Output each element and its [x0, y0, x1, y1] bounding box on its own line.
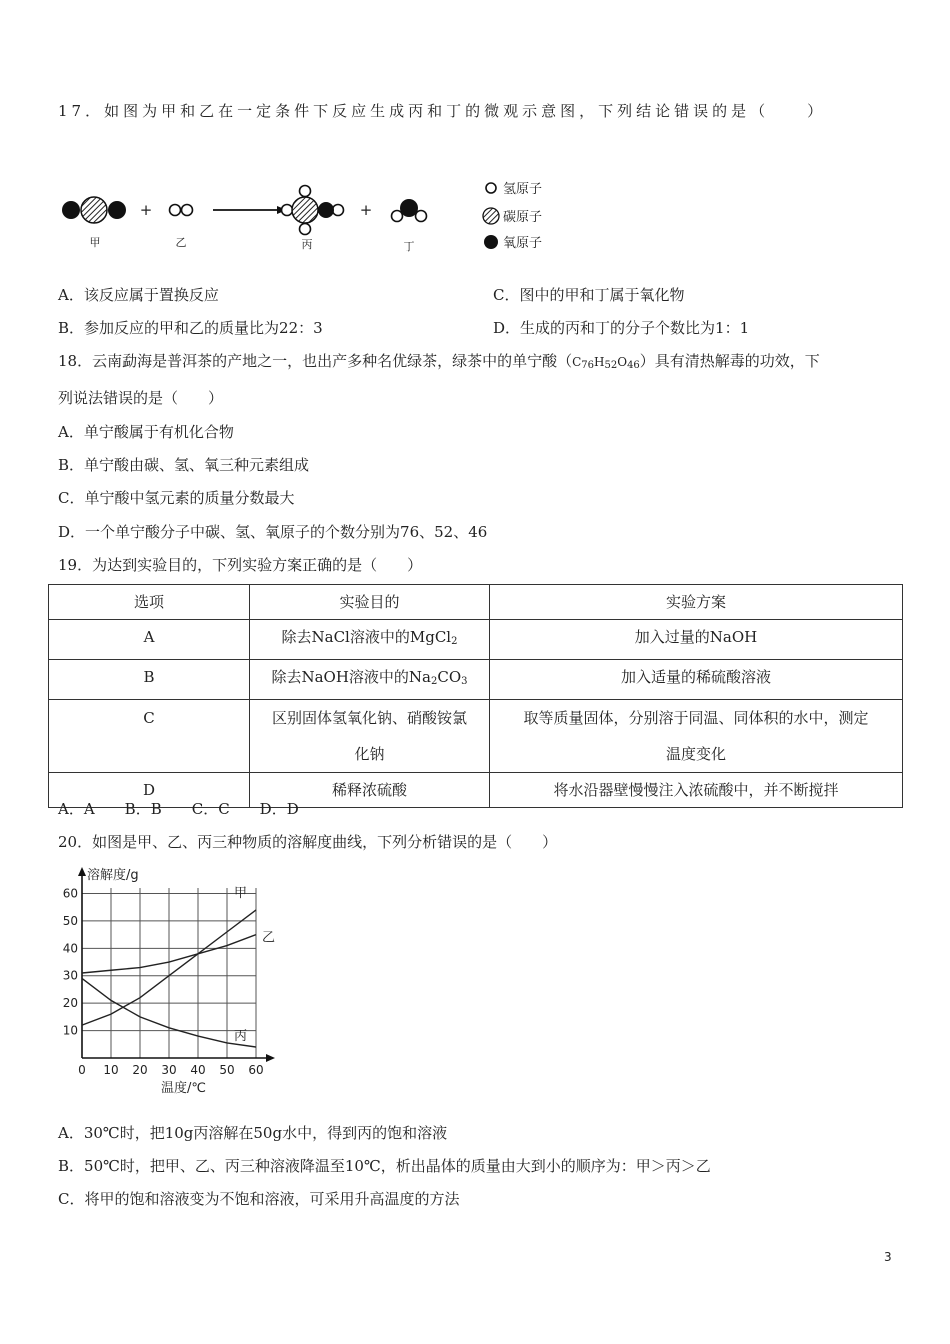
molecule-bing [282, 186, 344, 235]
y-axis-arrow-icon [78, 867, 86, 876]
legend-hydrogen-icon [486, 183, 496, 193]
q20-stem: 20．如图是甲、乙、丙三种物质的溶解度曲线，下列分析错误的是（ ） [58, 833, 558, 851]
legend-oxygen-icon [484, 235, 498, 249]
row-c-goal: 区别固体氢氧化钠、硝酸铵氯 化钠 [250, 700, 490, 773]
row-a-goal: 除去NaCl溶液中的MgCl$_2$ [250, 620, 490, 660]
page-number: 3 [884, 1250, 892, 1264]
q17-option-b: B．参加反应的甲和乙的质量比为22：3 [58, 319, 323, 337]
row-d-option: D [49, 773, 250, 808]
row-b-option: B [49, 660, 250, 700]
q19-stem: 19．为达到实验目的，下列实验方案正确的是（ ） [58, 556, 423, 574]
q18-option-c: C．单宁酸中氢元素的质量分数最大 [58, 489, 295, 507]
x-tick-label: 40 [190, 1063, 206, 1077]
y-axis-label: 溶解度/g [87, 868, 139, 883]
x-tick-label: 60 [248, 1063, 264, 1077]
x-tick-label: 20 [132, 1063, 148, 1077]
header-plan: 实验方案 [490, 585, 903, 620]
plus-1: + [139, 201, 153, 219]
header-option: 选项 [49, 585, 250, 620]
x-tick-label: 0 [78, 1063, 86, 1077]
q18-stem-line1: 18．云南勐海是普洱茶的产地之一，也出产多种名优绿茶，绿茶中的单宁酸$(C_{76}H_{52}O_{46})$具有清热解毒的功效，下 [58, 352, 820, 371]
q20-option-a: A．30℃时，把10g丙溶解在50g水中，得到丙的饱和溶液 [58, 1124, 448, 1142]
label-jia: 甲 [89, 236, 101, 249]
q17-stem: 17．如图为甲和乙在一定条件下反应生成丙和丁的微观示意图，下列结论错误的是（ ） [58, 102, 827, 120]
label-yi: 乙 [175, 236, 187, 249]
y-tick-label: 10 [62, 1023, 78, 1038]
x-tick-label: 50 [219, 1063, 235, 1077]
x-tick-label: 30 [161, 1063, 177, 1077]
y-tick-label: 50 [62, 913, 78, 928]
legend-carbon-label: 碳原子 [503, 210, 543, 225]
reaction-diagram [55, 170, 575, 260]
series-label-乙: 乙 [262, 930, 276, 946]
header-goal: 实验目的 [250, 585, 490, 620]
q18-option-a: A．单宁酸属于有机化合物 [58, 423, 234, 441]
y-tick-label: 60 [62, 886, 78, 901]
molecule-ding [392, 199, 427, 222]
table-row [49, 620, 903, 660]
tannic-acid-formula: $C_{76}H_{52}O_{46}$ [572, 355, 640, 371]
label-ding: 丁 [403, 240, 415, 253]
series-label-甲: 甲 [234, 885, 248, 901]
q17-option-d: D．生成的丙和丁的分子个数比为1：1 [493, 319, 750, 337]
q20-option-b: B．50℃时，把甲、乙、丙三种溶液降温至10℃，析出晶体的质量由大到小的顺序为：甲＞丙＞乙 [58, 1157, 711, 1175]
row-c-plan: 取等质量固体，分别溶于同温、同体积的水中，测定 温度变化 [490, 700, 903, 773]
q19-answers: A．A B．B C．C D．D [58, 800, 299, 818]
row-b-goal: 除去NaOH溶液中的$Na_2CO_3$ [250, 660, 490, 700]
row-b-plan: 加入适量的稀硫酸溶液 [490, 660, 903, 700]
q18-stem-line2: 列说法错误的是（ ） [58, 389, 224, 407]
row-c-option: C [49, 700, 250, 773]
legend-carbon-icon [483, 208, 499, 224]
plus-2: + [359, 201, 373, 219]
q20-option-c: C．将甲的饱和溶液变为不饱和溶液，可采用升高温度的方法 [58, 1190, 460, 1208]
row-d-goal: 稀释浓硫酸 [250, 773, 490, 808]
legend-hydrogen-label: 氢原子 [503, 182, 543, 197]
q18-option-b: B．单宁酸由碳、氢、氧三种元素组成 [58, 456, 310, 474]
table-row [49, 660, 903, 700]
experiment-table [48, 584, 903, 808]
row-a-plan: 加入过量的NaOH [490, 620, 903, 660]
x-tick-label: 10 [103, 1063, 119, 1077]
x-axis-arrow-icon [266, 1054, 275, 1062]
label-bing: 丙 [301, 238, 313, 251]
solubility-chart [55, 862, 295, 1102]
q18-option-d: D．一个单宁酸分子中碳、氢、氧原子的个数分别为76、52、46 [58, 523, 488, 541]
y-tick-label: 20 [62, 996, 78, 1011]
y-tick-label: 40 [62, 941, 78, 956]
row-d-plan: 将水沿器壁慢慢注入浓硫酸中，并不断搅拌 [490, 773, 903, 808]
q17-option-a: A．该反应属于置换反应 [58, 286, 219, 304]
x-axis-label: 温度/℃ [161, 1081, 206, 1096]
molecule-jia [62, 197, 126, 223]
y-tick-label: 30 [62, 968, 78, 983]
legend [483, 182, 542, 251]
reaction-arrow-icon [213, 206, 287, 214]
molecule-yi [170, 205, 193, 216]
q17-option-c: C．图中的甲和丁属于氧化物 [493, 286, 685, 304]
series-label-丙: 丙 [234, 1029, 248, 1045]
table-row [49, 700, 903, 773]
legend-oxygen-label: 氧原子 [503, 236, 543, 251]
row-a-option: A [49, 620, 250, 660]
table-header-row [49, 585, 903, 620]
